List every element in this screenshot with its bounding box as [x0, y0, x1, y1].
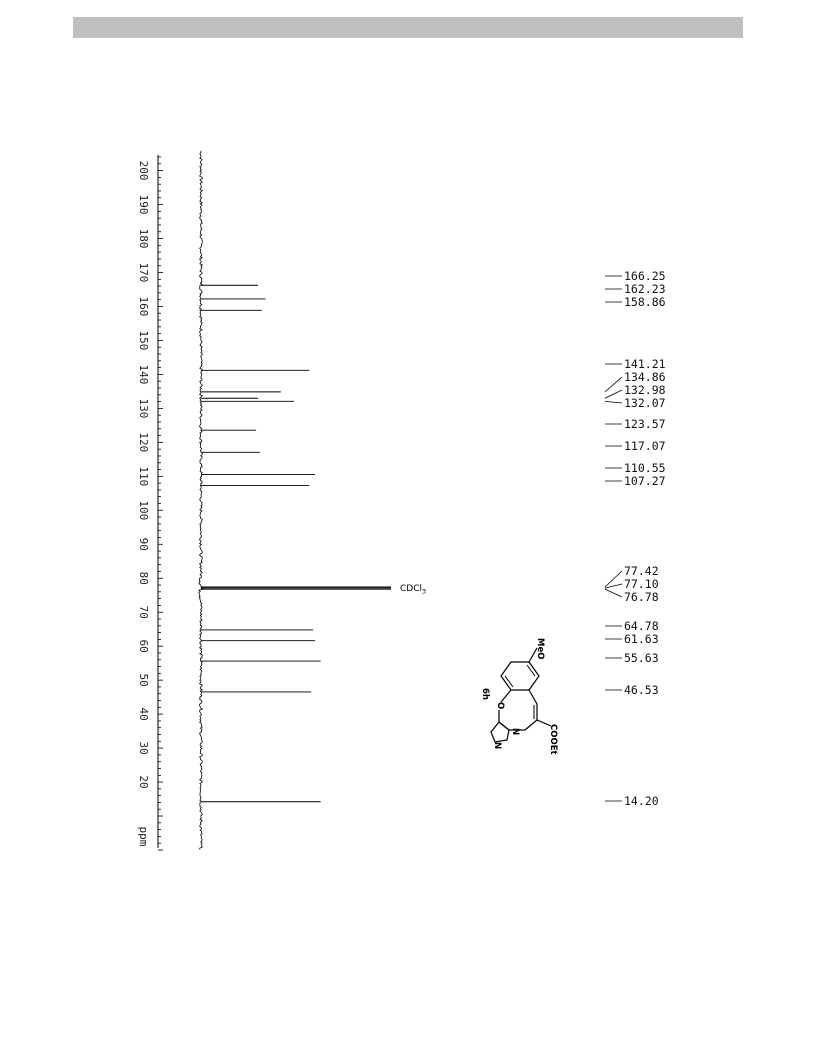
- tick-label: 140: [137, 364, 150, 385]
- tick-label: 150: [137, 330, 150, 351]
- tick-label: 60: [137, 639, 150, 653]
- peak-label: 134.86: [624, 370, 666, 384]
- ester-label: COOEt: [548, 724, 558, 755]
- tick-label: 130: [137, 398, 150, 419]
- peak-leader: [605, 390, 622, 398]
- tick-label: 50: [137, 673, 150, 687]
- tick-label: 200: [137, 160, 150, 181]
- compound-structure: [480, 638, 558, 755]
- meo-label: MeO: [535, 638, 545, 660]
- peak-label: 77.10: [624, 577, 659, 591]
- tick-label: 110: [137, 466, 150, 487]
- tick-label: 170: [137, 262, 150, 283]
- tick-label: 180: [137, 228, 150, 249]
- tick-label: 160: [137, 296, 150, 317]
- peak-label: 162.23: [624, 282, 666, 296]
- peak-leader: [605, 589, 622, 597]
- peaks: [201, 285, 391, 802]
- peak-label: 77.42: [624, 564, 659, 578]
- ppm-axis: [137, 155, 163, 850]
- peak-leader: [605, 401, 622, 403]
- peak-label: 123.57: [624, 417, 666, 431]
- noise-baseline: [199, 151, 203, 849]
- ring-n1-label: N: [510, 728, 520, 736]
- peak-leader: [605, 377, 622, 392]
- peak-label: 132.07: [624, 396, 666, 410]
- axis-unit-label: ppm: [137, 826, 150, 847]
- peak-label: 117.07: [624, 439, 666, 453]
- tick-label: 30: [137, 741, 150, 755]
- peak-label: 46.53: [624, 683, 659, 697]
- ring-oxygen-label: O: [495, 702, 505, 710]
- peak-labels: [605, 269, 666, 808]
- tick-label: 120: [137, 432, 150, 453]
- tick-label: 40: [137, 707, 150, 721]
- peak-label: 61.63: [624, 632, 659, 646]
- peak-label: 76.78: [624, 590, 659, 604]
- tick-label: 100: [137, 500, 150, 521]
- peak-label: 107.27: [624, 474, 666, 488]
- peak-label: 132.98: [624, 383, 666, 397]
- solvent-annotation: CDCl$_3$: [400, 584, 427, 596]
- peak-label: 55.63: [624, 651, 659, 665]
- peak-label: 158.86: [624, 295, 666, 309]
- baseline-trace: [199, 151, 203, 849]
- tick-label: 90: [137, 537, 150, 551]
- peak-label: 64.78: [624, 619, 659, 633]
- peak-label: 166.25: [624, 269, 666, 283]
- peak-label: 141.21: [624, 357, 666, 371]
- tick-label: 20: [137, 775, 150, 789]
- tick-label: 190: [137, 194, 150, 215]
- peak-label: 110.55: [624, 461, 666, 475]
- tick-label: 80: [137, 571, 150, 585]
- peak-label: 14.20: [624, 794, 659, 808]
- tick-label: 70: [137, 605, 150, 619]
- ring-n2-label: N: [492, 742, 502, 750]
- compound-label: 6h: [480, 688, 490, 700]
